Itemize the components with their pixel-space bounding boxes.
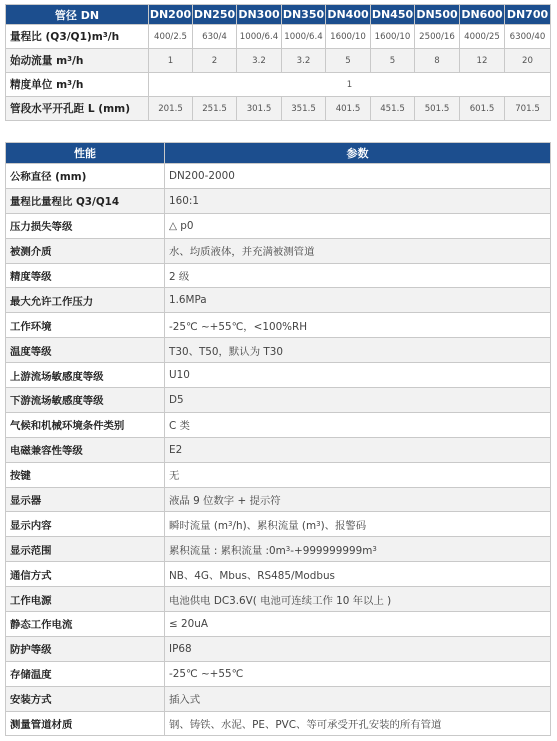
param-key: 显示器 bbox=[6, 487, 165, 512]
param-value: E2 bbox=[165, 437, 551, 462]
param-key: 被测介质 bbox=[6, 238, 165, 263]
param-key: 工作电源 bbox=[6, 587, 165, 612]
param-value: 无 bbox=[165, 462, 551, 487]
param-row bbox=[6, 437, 551, 462]
dn-column-header: DN400 bbox=[326, 5, 371, 25]
param-key: 按键 bbox=[6, 462, 165, 487]
param-key: 工作环境 bbox=[6, 313, 165, 338]
spec-cell: 1000/6.4 bbox=[237, 25, 282, 49]
spec-cell: 451.5 bbox=[371, 97, 415, 121]
parameter-table bbox=[5, 142, 551, 736]
spec-row bbox=[6, 97, 551, 121]
param-key: 上游流场敏感度等级 bbox=[6, 363, 165, 388]
spec-cell: 12 bbox=[460, 49, 505, 73]
param-key: 存储温度 bbox=[6, 661, 165, 686]
dn-header-label: 管径 DN bbox=[6, 5, 149, 25]
property-column-header: 性能 bbox=[6, 143, 165, 164]
value-column-header: 参数 bbox=[165, 143, 551, 164]
param-table-header bbox=[6, 143, 551, 164]
param-value: IP68 bbox=[165, 636, 551, 661]
param-key: 温度等级 bbox=[6, 338, 165, 363]
param-key: 最大允许工作压力 bbox=[6, 288, 165, 313]
spec-cell: 2 bbox=[193, 49, 237, 73]
spec-cell: 630/4 bbox=[193, 25, 237, 49]
dn-column-header: DN700 bbox=[505, 5, 551, 25]
param-key: 防护等级 bbox=[6, 636, 165, 661]
spec-cell: 3.2 bbox=[282, 49, 326, 73]
spec-cell: 1000/6.4 bbox=[282, 25, 326, 49]
spec-cell: 601.5 bbox=[460, 97, 505, 121]
spec-cell: 400/2.5 bbox=[149, 25, 193, 49]
param-row bbox=[6, 288, 551, 313]
spec-table-header bbox=[6, 5, 551, 25]
param-row bbox=[6, 636, 551, 661]
spec-cell: 301.5 bbox=[237, 97, 282, 121]
spec-row-label: 精度单位 $m^3/h$ bbox=[6, 73, 149, 97]
param-row bbox=[6, 313, 551, 338]
spec-cell: 6300/40 bbox=[505, 25, 551, 49]
param-key: 静态工作电流 bbox=[6, 612, 165, 637]
param-value: NB、4G、Mbus、RS485/Modbus bbox=[165, 562, 551, 587]
param-key: 通信方式 bbox=[6, 562, 165, 587]
param-row bbox=[6, 188, 551, 213]
spec-cell: 701.5 bbox=[505, 97, 551, 121]
param-key: 测量管道材质 bbox=[6, 711, 165, 736]
spec-cell: 251.5 bbox=[193, 97, 237, 121]
param-value: 2 级 bbox=[165, 263, 551, 288]
param-row bbox=[6, 363, 551, 388]
param-value: T30、T50，默认为 T30 bbox=[165, 338, 551, 363]
spec-cell: 2500/16 bbox=[415, 25, 460, 49]
dn-spec-table bbox=[5, 4, 551, 121]
param-value: D5 bbox=[165, 388, 551, 413]
spec-cell: 501.5 bbox=[415, 97, 460, 121]
spec-row bbox=[6, 49, 551, 73]
param-row bbox=[6, 686, 551, 711]
spec-merged-value: 1 bbox=[149, 73, 551, 97]
param-value: -25℃ ~+55℃，<100%RH bbox=[165, 313, 551, 338]
param-row bbox=[6, 612, 551, 637]
param-key: 公称直径 (mm) bbox=[6, 164, 165, 189]
spec-row-label: 量程比 $(Q3/Q1)m^3/h$ bbox=[6, 25, 149, 49]
param-row bbox=[6, 462, 551, 487]
param-row bbox=[6, 164, 551, 189]
spec-cell: 351.5 bbox=[282, 97, 326, 121]
param-row bbox=[6, 388, 551, 413]
param-value: 水、均质液体，并充满被测管道 bbox=[165, 238, 551, 263]
param-value: DN200-2000 bbox=[165, 164, 551, 189]
param-key: 精度等级 bbox=[6, 263, 165, 288]
param-key: 安装方式 bbox=[6, 686, 165, 711]
param-row bbox=[6, 587, 551, 612]
param-value: 液晶 9 位数字 + 提示符 bbox=[165, 487, 551, 512]
param-key: 下游流场敏感度等级 bbox=[6, 388, 165, 413]
param-value: -25℃ ~+55℃ bbox=[165, 661, 551, 686]
param-value: C 类 bbox=[165, 412, 551, 437]
param-value: △ p0 bbox=[165, 213, 551, 238]
param-row bbox=[6, 512, 551, 537]
spec-cell: 8 bbox=[415, 49, 460, 73]
spec-cell: 5 bbox=[371, 49, 415, 73]
spec-cell: 201.5 bbox=[149, 97, 193, 121]
spec-cell: 1600/10 bbox=[371, 25, 415, 49]
param-row bbox=[6, 412, 551, 437]
param-value: 累积流量 : 累积流量 $:0m^3-+999999999m^3$ bbox=[165, 537, 551, 562]
dn-column-header: DN300 bbox=[237, 5, 282, 25]
param-value: 插入式 bbox=[165, 686, 551, 711]
spec-cell: 3.2 bbox=[237, 49, 282, 73]
param-row bbox=[6, 487, 551, 512]
dn-column-header: DN250 bbox=[193, 5, 237, 25]
param-value: ≤ 20uA bbox=[165, 612, 551, 637]
param-key: 显示内容 bbox=[6, 512, 165, 537]
spec-row-label: 管段水平开孔距 L (mm) bbox=[6, 97, 149, 121]
param-row bbox=[6, 711, 551, 736]
spec-cell: 5 bbox=[326, 49, 371, 73]
dn-column-header: DN200 bbox=[149, 5, 193, 25]
param-key: 量程比量程比 Q3/Q14 bbox=[6, 188, 165, 213]
spec-cell: 1600/10 bbox=[326, 25, 371, 49]
param-row bbox=[6, 238, 551, 263]
dn-column-header: DN450 bbox=[371, 5, 415, 25]
param-key: 气候和机械环境条件类别 bbox=[6, 412, 165, 437]
param-value: 电池供电 DC3.6V( 电池可连续工作 10 年以上 ) bbox=[165, 587, 551, 612]
param-key: 显示范围 bbox=[6, 537, 165, 562]
param-row bbox=[6, 338, 551, 363]
dn-column-header: DN600 bbox=[460, 5, 505, 25]
dn-column-header: DN350 bbox=[282, 5, 326, 25]
param-key: 电磁兼容性等级 bbox=[6, 437, 165, 462]
param-value: 钢、铸铁、水泥、PE、PVC、等可承受开孔安装的所有管道 bbox=[165, 711, 551, 736]
param-value: 160:1 bbox=[165, 188, 551, 213]
dn-column-header: DN500 bbox=[415, 5, 460, 25]
spec-cell: 401.5 bbox=[326, 97, 371, 121]
param-row bbox=[6, 537, 551, 562]
param-row bbox=[6, 661, 551, 686]
spec-cell: 1 bbox=[149, 49, 193, 73]
param-value: 1.6MPa bbox=[165, 288, 551, 313]
param-row bbox=[6, 263, 551, 288]
spec-cell: 20 bbox=[505, 49, 551, 73]
spec-cell: 4000/25 bbox=[460, 25, 505, 49]
param-key: 压力损失等级 bbox=[6, 213, 165, 238]
param-row bbox=[6, 213, 551, 238]
param-value: U10 bbox=[165, 363, 551, 388]
spec-row bbox=[6, 73, 551, 97]
spec-row bbox=[6, 25, 551, 49]
param-row bbox=[6, 562, 551, 587]
spec-row-label: 始动流量 $m^3/h$ bbox=[6, 49, 149, 73]
param-value: 瞬时流量 $(m^3/h)$、累积流量 $(m^3)$、报警码 bbox=[165, 512, 551, 537]
